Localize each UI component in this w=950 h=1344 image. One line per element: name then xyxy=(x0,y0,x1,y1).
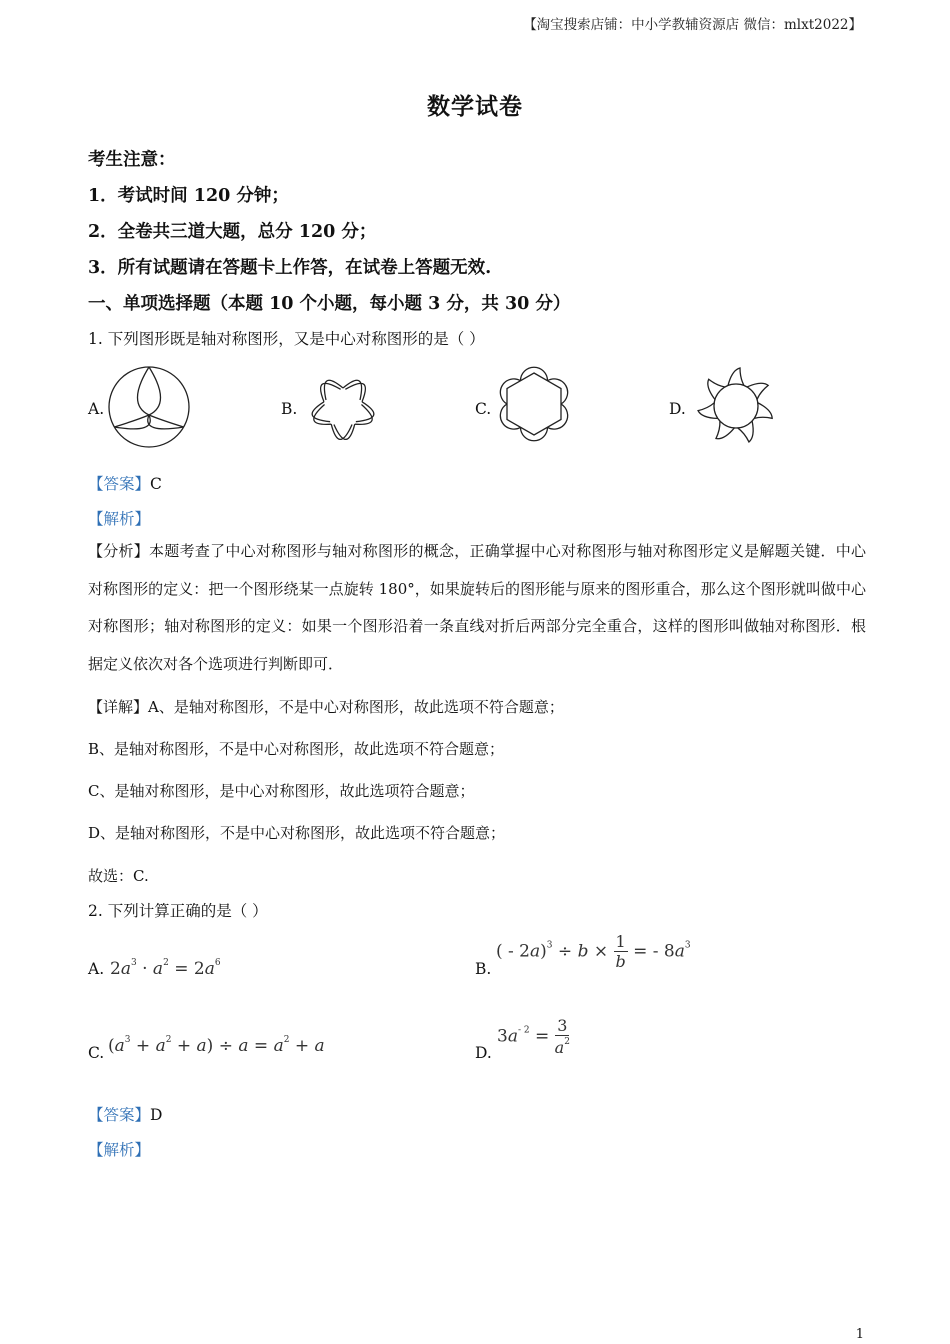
notice-item-3: 3．所有试题请在答题卡上作答，在试卷上答题无效. xyxy=(88,258,492,278)
q2-option-b-label: B. xyxy=(475,960,492,978)
q1-xiangjie-line-4: D、是轴对称图形，不是中心对称图形，故此选项不符合题意； xyxy=(88,824,506,842)
q1-answer-value: C xyxy=(150,475,162,493)
q2-option-d-expr: $3a^{- 2}$ = $\frac{3}{a^2}$ xyxy=(497,1016,570,1057)
q1-answer xyxy=(88,472,162,494)
q1-option-b-figure xyxy=(300,364,386,450)
q1-xiangjie-tag: 【详解】 xyxy=(88,698,149,716)
q1-xiangjie-line-2: B、是轴对称图形，不是中心对称图形，故此选项不符合题意； xyxy=(88,740,505,758)
section-heading: 一、单项选择题（本题 10 个小题，每小题 3 分，共 30 分） xyxy=(88,294,571,314)
q2-stem: 2. 下列计算正确的是（ ） xyxy=(88,902,268,920)
q1-stem: 1. 下列图形既是轴对称图形，又是中心对称图形的是（ ） xyxy=(88,330,485,348)
q1-option-a-figure xyxy=(106,364,192,450)
notice-heading: 考生注意： xyxy=(88,150,176,170)
page-number: 1 xyxy=(855,1327,864,1342)
q1-option-b-label: B. xyxy=(281,400,298,418)
q1-answer-tag: 【答案】 xyxy=(88,475,151,493)
q1-xiangjie-line-3: C、是轴对称图形，是中心对称图形，故此选项符合题意； xyxy=(88,782,475,800)
q2-answer-tag: 【答案】 xyxy=(88,1106,151,1124)
q2-option-d-label: D. xyxy=(475,1044,492,1062)
q2-option-b-expr: ( - 2a)$^3$ ÷ b × $\frac{1}{b}$ = - $8a^3$ xyxy=(496,932,691,971)
q1-fenxi xyxy=(88,533,866,683)
header-note: 【淘宝搜索店铺：中小学教辅资源店 微信：mlxt2022】 xyxy=(523,17,862,33)
q2-analysis-tag: 【解析】 xyxy=(88,1141,151,1159)
q1-option-d-label: D. xyxy=(669,400,686,418)
q1-analysis-tag: 【解析】 xyxy=(88,510,151,528)
q2-option-a-label: A. xyxy=(88,960,105,978)
page-title: 数学试卷 xyxy=(427,93,523,120)
notice-item-2: 2．全卷共三道大题，总分 120 分； xyxy=(88,222,377,242)
q2-option-c-label: C. xyxy=(88,1044,105,1062)
q1-option-c-label: C. xyxy=(475,400,492,418)
q2-answer-value: D xyxy=(150,1106,163,1124)
q2-answer xyxy=(88,1103,162,1125)
q1-fenxi-text: 本题考查了中心对称图形与轴对称图形的概念，正确掌握中心对称图形与轴对称图形定义是解题关键．中心对称图形的定义：把一个图形绕某一点旋转 180°，如果旋转后的图形能与原来的图形重合，那么这个图形就叫做中心对称图形；轴对称图形的定义：如果一个图形沿着一条直线对折后两部分完全重合，这样的图形叫做轴对称图形．根据定义依次对各个选项进行判断即可． xyxy=(88,542,866,673)
q1-option-d-figure xyxy=(694,364,778,448)
q1-fenxi-tag: 【分析】 xyxy=(88,542,150,560)
q1-xiangjie-text-1: A、是轴对称图形，不是中心对称图形，故此选项不符合题意； xyxy=(148,698,564,716)
q1-option-a-label: A. xyxy=(88,400,105,418)
q2-option-a-expr: $2a^3 \cdot a^2 = 2a^6$ xyxy=(110,958,221,979)
q1-option-c-figure xyxy=(492,360,576,448)
notice-item-1: 1．考试时间 120 分钟； xyxy=(88,186,289,206)
q1-conclusion: 故选：C. xyxy=(88,867,149,885)
q1-xiangjie-line-1 xyxy=(88,696,564,717)
q2-option-c-expr: $(a^3 + a^2 + a) \div a = a^2 + a$ xyxy=(108,1035,325,1056)
